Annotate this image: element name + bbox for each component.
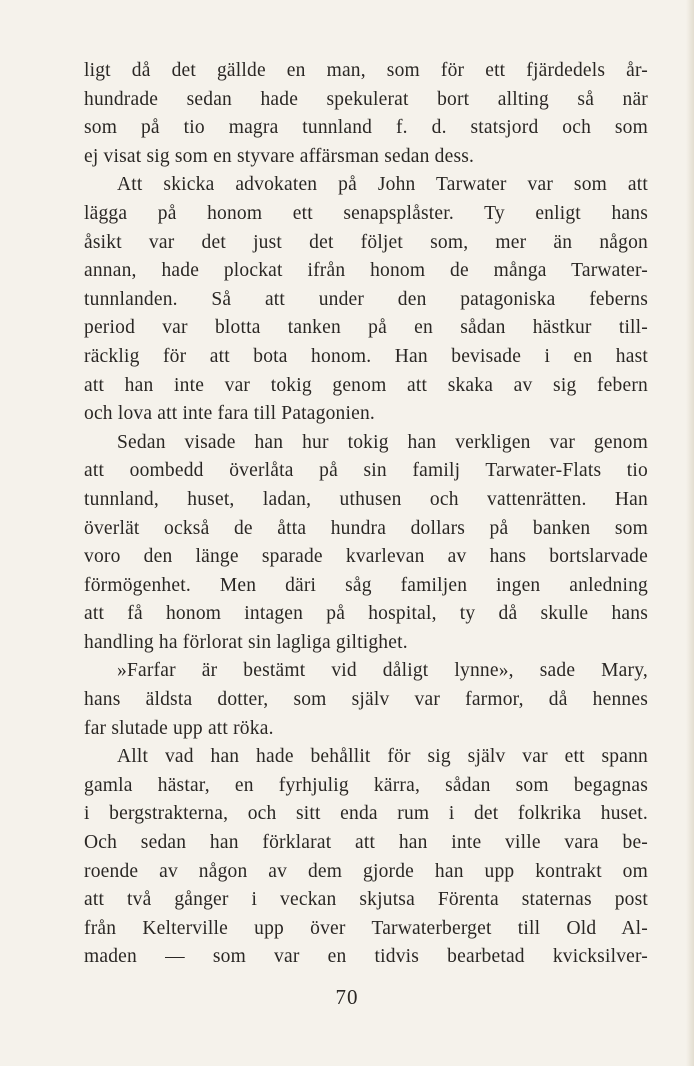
- text-line: överlät också de åtta hundra dollars på banken som: [84, 517, 648, 539]
- body-text: [84, 57, 648, 972]
- text-line: tunnlanden. Så att under den patagoniska feberns: [84, 288, 648, 310]
- text-line: att han inte var tokig genom att skaka av sig febern: [84, 374, 648, 396]
- text-line: Och sedan han förklarat att han inte ville vara be-: [84, 832, 648, 854]
- text-line: period var blotta tanken på en sådan hästkur till-: [84, 317, 648, 339]
- text-line: »Farfar är bestämt vid dåligt lynne», sade Mary,: [117, 660, 648, 682]
- text-line: hans äldsta dotter, som själv var farmor, då hennes: [84, 689, 648, 711]
- text-line: från Kelterville upp över Tarwaterberget till Old Al-: [84, 917, 648, 939]
- text-line: och lova att inte fara till Patagonien.: [84, 403, 375, 425]
- text-line: ej visat sig som en styvare affärsman sedan dess.: [84, 145, 475, 167]
- text-line: hundrade sedan hade spekulerat bort allting så när: [84, 88, 648, 110]
- text-line: åsikt var det just det följet som, mer än någon: [84, 231, 648, 253]
- text-line: att två gånger i veckan skjutsa Förenta staternas post: [84, 889, 648, 911]
- text-line: lägga på honom ett senapsplåster. Ty enligt hans: [84, 202, 648, 224]
- text-line: far slutade upp att röka.: [84, 717, 274, 739]
- text-line: tunnland, huset, ladan, uthusen och vattenrätten. Han: [84, 488, 648, 510]
- text-line: Att skicka advokaten på John Tarwater var som att: [117, 174, 648, 196]
- text-line: räcklig för att bota honom. Han bevisade i en hast: [84, 345, 648, 367]
- page-edge-shadow: [686, 0, 694, 1066]
- text-line: ligt då det gällde en man, som för ett fjärdedels år-: [84, 60, 648, 81]
- page-number: 70: [335, 985, 359, 1009]
- text-line: roende av någon av dem gjorde han upp kontrakt om: [84, 860, 648, 882]
- text-line: handling ha förlorat sin lagliga giltighet.: [84, 631, 408, 653]
- text-line: maden — som var en tidvis bearbetad kvicksilver-: [84, 946, 648, 968]
- text-line: Allt vad han hade behållit för sig själv var ett spann: [117, 746, 648, 768]
- text-line: att få honom intagen på hospital, ty då skulle hans: [84, 603, 648, 625]
- text-line: i bergstrakterna, och sitt enda rum i det folkrika huset.: [84, 803, 648, 825]
- text-line: som på tio magra tunnland f. d. statsjord och som: [84, 117, 648, 139]
- text-line: att oombedd överlåta på sin familj Tarwater-Flats tio: [84, 460, 648, 482]
- text-line: gamla hästar, en fyrhjulig kärra, sådan som begagnas: [84, 774, 648, 796]
- text-line: annan, hade plockat ifrån honom de många Tarwater-: [84, 260, 648, 282]
- text-line: Sedan visade han hur tokig han verkligen var genom: [117, 431, 648, 453]
- text-line: förmögenhet. Men däri såg familjen ingen anledning: [84, 574, 648, 596]
- text-line: voro den länge sparade kvarlevan av hans bortslarvade: [84, 546, 648, 568]
